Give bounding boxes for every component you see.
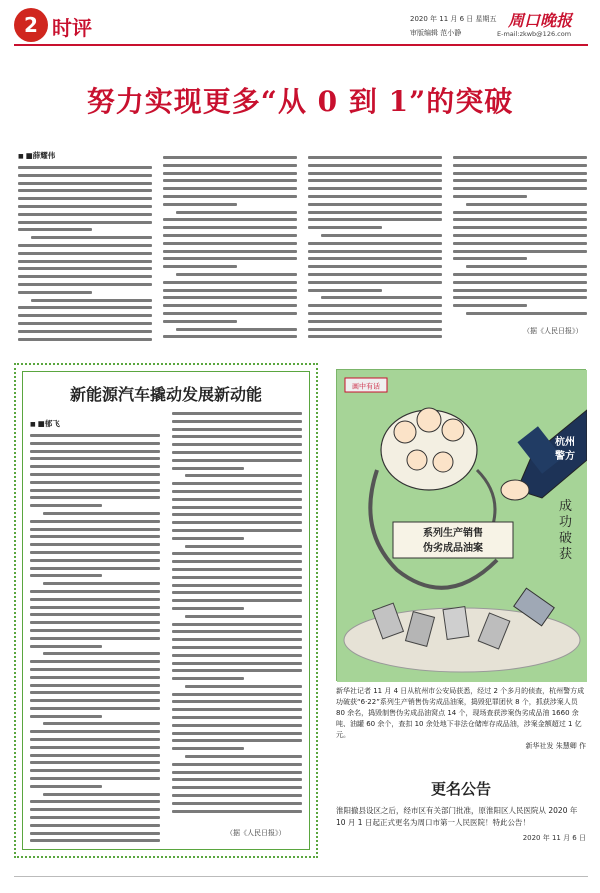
text-line: [30, 676, 160, 679]
section-title: 时评: [52, 16, 92, 40]
text-line: [18, 275, 152, 278]
text-lines: [163, 156, 297, 338]
text-line: [308, 320, 442, 323]
text-line: [30, 489, 160, 492]
text-line: [172, 771, 302, 774]
text-line: [30, 777, 160, 780]
text-line: [172, 716, 302, 719]
text-line: [308, 304, 442, 307]
text-line: [172, 662, 302, 665]
contact-email: E-mail:zkwb@126.com: [497, 30, 572, 38]
text-line: [172, 560, 302, 563]
text-line: [172, 739, 302, 742]
text-line: [43, 652, 160, 655]
text-line: [30, 606, 160, 609]
text-line: [30, 660, 160, 663]
text-line: [172, 498, 302, 501]
text-line: [30, 707, 160, 710]
page-number-badge: 2: [14, 8, 48, 42]
text-line: [172, 443, 302, 446]
page-header: [0, 0, 600, 68]
text-line: [163, 187, 297, 190]
text-line: [163, 172, 297, 175]
text-line: [30, 761, 160, 764]
text-line: [43, 793, 160, 796]
text-line: [30, 621, 160, 624]
text-line: [30, 800, 160, 803]
criminal-head-3: [442, 419, 464, 441]
text-line: [308, 195, 442, 198]
text-line: [321, 234, 442, 237]
text-line: [172, 599, 302, 602]
notice-body: 淮阳撤县设区之后，经市区有关部门批准，原淮阳区人民医院从 2020 年 10 月 1 日起正式更名为周口市第一人民医院！特此公告！: [336, 806, 578, 827]
text-line: [18, 283, 152, 286]
text-line: [172, 412, 302, 415]
lead-body-col-1: [18, 166, 152, 344]
result-char-4: 获: [559, 547, 573, 562]
notice-title: 更名公告: [430, 780, 491, 798]
text-line: [163, 257, 297, 260]
text-line: [30, 520, 160, 523]
text-line: [172, 459, 302, 462]
text-line: [30, 481, 160, 484]
oil-barrel-3: [443, 607, 469, 640]
text-line: [172, 506, 302, 509]
text-line: [172, 584, 302, 587]
text-line: [308, 281, 442, 284]
text-line: [30, 832, 160, 835]
text-line: [453, 172, 587, 175]
cartoon-credit: 新华社发 朱慧卿 作: [525, 742, 586, 750]
text-line: [172, 607, 244, 610]
text-line: [308, 265, 442, 268]
text-line: [308, 312, 442, 315]
new-energy-headline: 新能源汽车撬动发展新动能: [69, 385, 262, 404]
text-line: [18, 221, 152, 224]
text-line: [172, 623, 302, 626]
text-line: [30, 715, 102, 718]
text-line: [163, 203, 237, 206]
police-label-1: 杭州: [555, 437, 575, 448]
result-char-3: 破: [559, 531, 573, 546]
text-line: [176, 273, 297, 276]
text-line: [30, 473, 160, 476]
text-line: [30, 738, 160, 741]
text-line: [172, 568, 302, 571]
text-line: [453, 187, 587, 190]
text-line: [176, 328, 297, 331]
text-line: [18, 252, 152, 255]
text-line: [172, 763, 302, 766]
text-line: [308, 226, 382, 229]
text-line: [163, 226, 297, 229]
text-line: [453, 281, 587, 284]
text-line: [185, 615, 302, 618]
text-line: [453, 179, 587, 182]
text-line: [172, 529, 302, 532]
text-line: [18, 322, 152, 325]
text-line: [453, 289, 587, 292]
text-line: [308, 172, 442, 175]
text-line: [163, 296, 297, 299]
text-line: [185, 545, 302, 548]
text-line: [18, 306, 152, 309]
text-line: [163, 304, 297, 307]
text-line: [308, 242, 442, 245]
editorial-cartoon: [336, 369, 586, 681]
rename-notice: [336, 778, 586, 858]
text-line: [30, 637, 160, 640]
text-line: [308, 218, 442, 221]
text-line: [30, 613, 160, 616]
lead-body-col-2: [163, 156, 297, 344]
text-line: [30, 457, 160, 460]
text-line: [453, 304, 527, 307]
text-line: [30, 785, 102, 788]
text-line: [172, 654, 302, 657]
text-line: [172, 693, 302, 696]
text-line: [321, 296, 442, 299]
text-line: [466, 265, 587, 268]
text-line: [453, 218, 587, 221]
text-line: [18, 174, 152, 177]
text-line: [308, 211, 442, 214]
result-char-1: 成: [559, 499, 573, 514]
text-line: [43, 512, 160, 515]
text-line: [453, 250, 587, 253]
text-line: [30, 442, 160, 445]
text-line: [453, 156, 587, 159]
text-line: [18, 228, 92, 231]
text-line: [453, 195, 527, 198]
text-line: [172, 591, 302, 594]
text-line: [172, 467, 244, 470]
text-line: [163, 289, 297, 292]
text-line: [30, 574, 102, 577]
text-line: [18, 182, 152, 185]
text-line: [30, 551, 160, 554]
text-line: [172, 537, 244, 540]
text-line: [163, 335, 297, 338]
text-line: [308, 257, 442, 260]
text-line: [172, 521, 302, 524]
text-line: [30, 504, 102, 507]
text-line: [30, 730, 160, 733]
text-line: [163, 250, 297, 253]
text-line: [172, 451, 302, 454]
text-line: [163, 312, 297, 315]
text-line: [18, 166, 152, 169]
text-line: [163, 320, 237, 323]
text-line: [18, 260, 152, 263]
notice-date: 2020 年 11 月 6 日: [522, 834, 586, 842]
text-line: [30, 629, 160, 632]
cartoon-caption-text: 新华社记者 11 月 4 日从杭州市公安局获悉，经过 2 个多月的侦查，杭州警方成功破获“6·22”系列生产销售伪劣成品油案，捣毁犯罪团伙 8 个，抓获涉案人员 80 余名，捣毁制售伪劣成品油窝点 14 个，现场查获涉案伪劣成品油 1660 余吨、油罐 60 余个，查扣 10 余处地下非法仓储库存成品油，涉案金额超过 1 亿元。: [336, 687, 585, 739]
issue-date: 2020 年 11 月 6 日 星期五: [410, 15, 497, 23]
text-line: [163, 234, 297, 237]
cartoon-caption: [336, 686, 586, 750]
text-line: [30, 450, 160, 453]
text-line: [172, 786, 302, 789]
text-lines: [18, 166, 152, 341]
text-lines: [30, 434, 160, 842]
text-line: [172, 732, 302, 735]
editor-credit: 审版编辑 范小静: [410, 29, 462, 37]
text-line: [30, 645, 102, 648]
text-line: [30, 567, 160, 570]
text-line: [30, 496, 160, 499]
criminal-head-5: [433, 452, 453, 472]
text-line: [163, 156, 297, 159]
text-line: [163, 195, 297, 198]
police-label-2: 警方: [555, 451, 575, 462]
criminal-head-2: [417, 408, 441, 432]
text-line: [453, 234, 587, 237]
case-banner-line-1: 系列生产销售: [423, 528, 483, 539]
text-line: [31, 299, 152, 302]
text-line: [30, 754, 160, 757]
text-line: [30, 684, 160, 687]
text-line: [453, 226, 587, 229]
new-energy-body-col-1: [30, 434, 160, 846]
text-line: [172, 778, 302, 781]
cartoon-label-text: 画中有话: [352, 382, 380, 391]
text-line: [30, 590, 160, 593]
text-line: [30, 691, 160, 694]
text-line: [30, 769, 160, 772]
text-line: [172, 428, 302, 431]
text-line: [30, 535, 160, 538]
text-line: [30, 824, 160, 827]
header-divider: [14, 44, 588, 46]
text-line: [308, 273, 442, 276]
new-energy-body-col-2: [172, 412, 302, 820]
masthead-logo: 周口晚报: [508, 11, 573, 30]
text-line: [30, 434, 160, 437]
text-line: [18, 267, 152, 270]
text-line: [453, 164, 587, 167]
text-line: [163, 281, 297, 284]
text-line: [30, 668, 160, 671]
text-line: [453, 273, 587, 276]
text-line: [163, 164, 297, 167]
text-line: [453, 242, 587, 245]
text-line: [185, 685, 302, 688]
lead-source: （据《人民日报》）: [523, 327, 583, 335]
text-line: [453, 257, 527, 260]
text-line: [18, 291, 92, 294]
text-line: [308, 203, 442, 206]
lead-byline: ■ ■薛耀伟: [18, 150, 55, 161]
text-line: [18, 314, 152, 317]
text-line: [18, 197, 152, 200]
text-line: [308, 164, 442, 167]
text-line: [18, 330, 152, 333]
text-line: [172, 747, 244, 750]
text-line: [172, 420, 302, 423]
text-line: [172, 576, 302, 579]
criminal-head-1: [394, 421, 416, 443]
text-line: [30, 839, 160, 842]
result-char-2: 功: [559, 515, 573, 530]
text-line: [185, 755, 302, 758]
text-line: [172, 708, 302, 711]
text-line: [172, 677, 244, 680]
text-line: [30, 808, 160, 811]
text-line: [163, 218, 297, 221]
text-line: [30, 598, 160, 601]
text-line: [172, 794, 302, 797]
criminal-head-4: [407, 450, 427, 470]
text-line: [453, 296, 587, 299]
text-line: [43, 582, 160, 585]
text-lines: [172, 412, 302, 813]
text-line: [163, 179, 297, 182]
text-line: [308, 250, 442, 253]
text-line: [30, 465, 160, 468]
text-line: [308, 156, 442, 159]
case-banner-line-2: 伪劣成品油案: [423, 543, 483, 554]
text-line: [163, 265, 237, 268]
text-line: [30, 543, 160, 546]
text-line: [308, 289, 382, 292]
lead-body-col-3: [308, 156, 442, 344]
text-line: [466, 312, 587, 315]
text-line: [30, 816, 160, 819]
text-line: [30, 528, 160, 531]
lead-body-col-4: [453, 156, 587, 322]
text-line: [453, 211, 587, 214]
text-line: [30, 746, 160, 749]
text-line: [308, 328, 442, 331]
text-line: [172, 630, 302, 633]
text-line: [172, 513, 302, 516]
text-line: [18, 213, 152, 216]
lead-headline: 努力实现更多“从 0 到 1”的突破: [86, 85, 514, 118]
text-line: [172, 669, 302, 672]
text-line: [43, 722, 160, 725]
page-bottom-rule: [14, 876, 588, 877]
text-line: [172, 638, 302, 641]
text-line: [176, 211, 297, 214]
text-lines: [308, 156, 442, 338]
text-line: [466, 203, 587, 206]
text-line: [18, 189, 152, 192]
text-line: [172, 700, 302, 703]
text-line: [163, 242, 297, 245]
text-line: [30, 699, 160, 702]
text-line: [172, 435, 302, 438]
text-line: [172, 482, 302, 485]
text-line: [172, 646, 302, 649]
text-line: [308, 187, 442, 190]
text-line: [18, 244, 152, 247]
text-line: [308, 179, 442, 182]
text-lines: [453, 156, 587, 315]
cartoon-illustration: [337, 370, 587, 682]
text-line: [172, 490, 302, 493]
text-line: [172, 552, 302, 555]
text-line: [30, 559, 160, 562]
text-line: [185, 474, 302, 477]
police-hand: [501, 480, 529, 500]
text-line: [31, 236, 152, 239]
text-line: [18, 338, 152, 341]
text-line: [308, 335, 442, 338]
new-energy-byline: ■ ■郁飞: [30, 418, 60, 429]
text-line: [18, 205, 152, 208]
new-energy-source: （据《人民日报》）: [226, 829, 286, 837]
text-line: [172, 724, 302, 727]
text-line: [172, 810, 302, 813]
text-line: [172, 802, 302, 805]
